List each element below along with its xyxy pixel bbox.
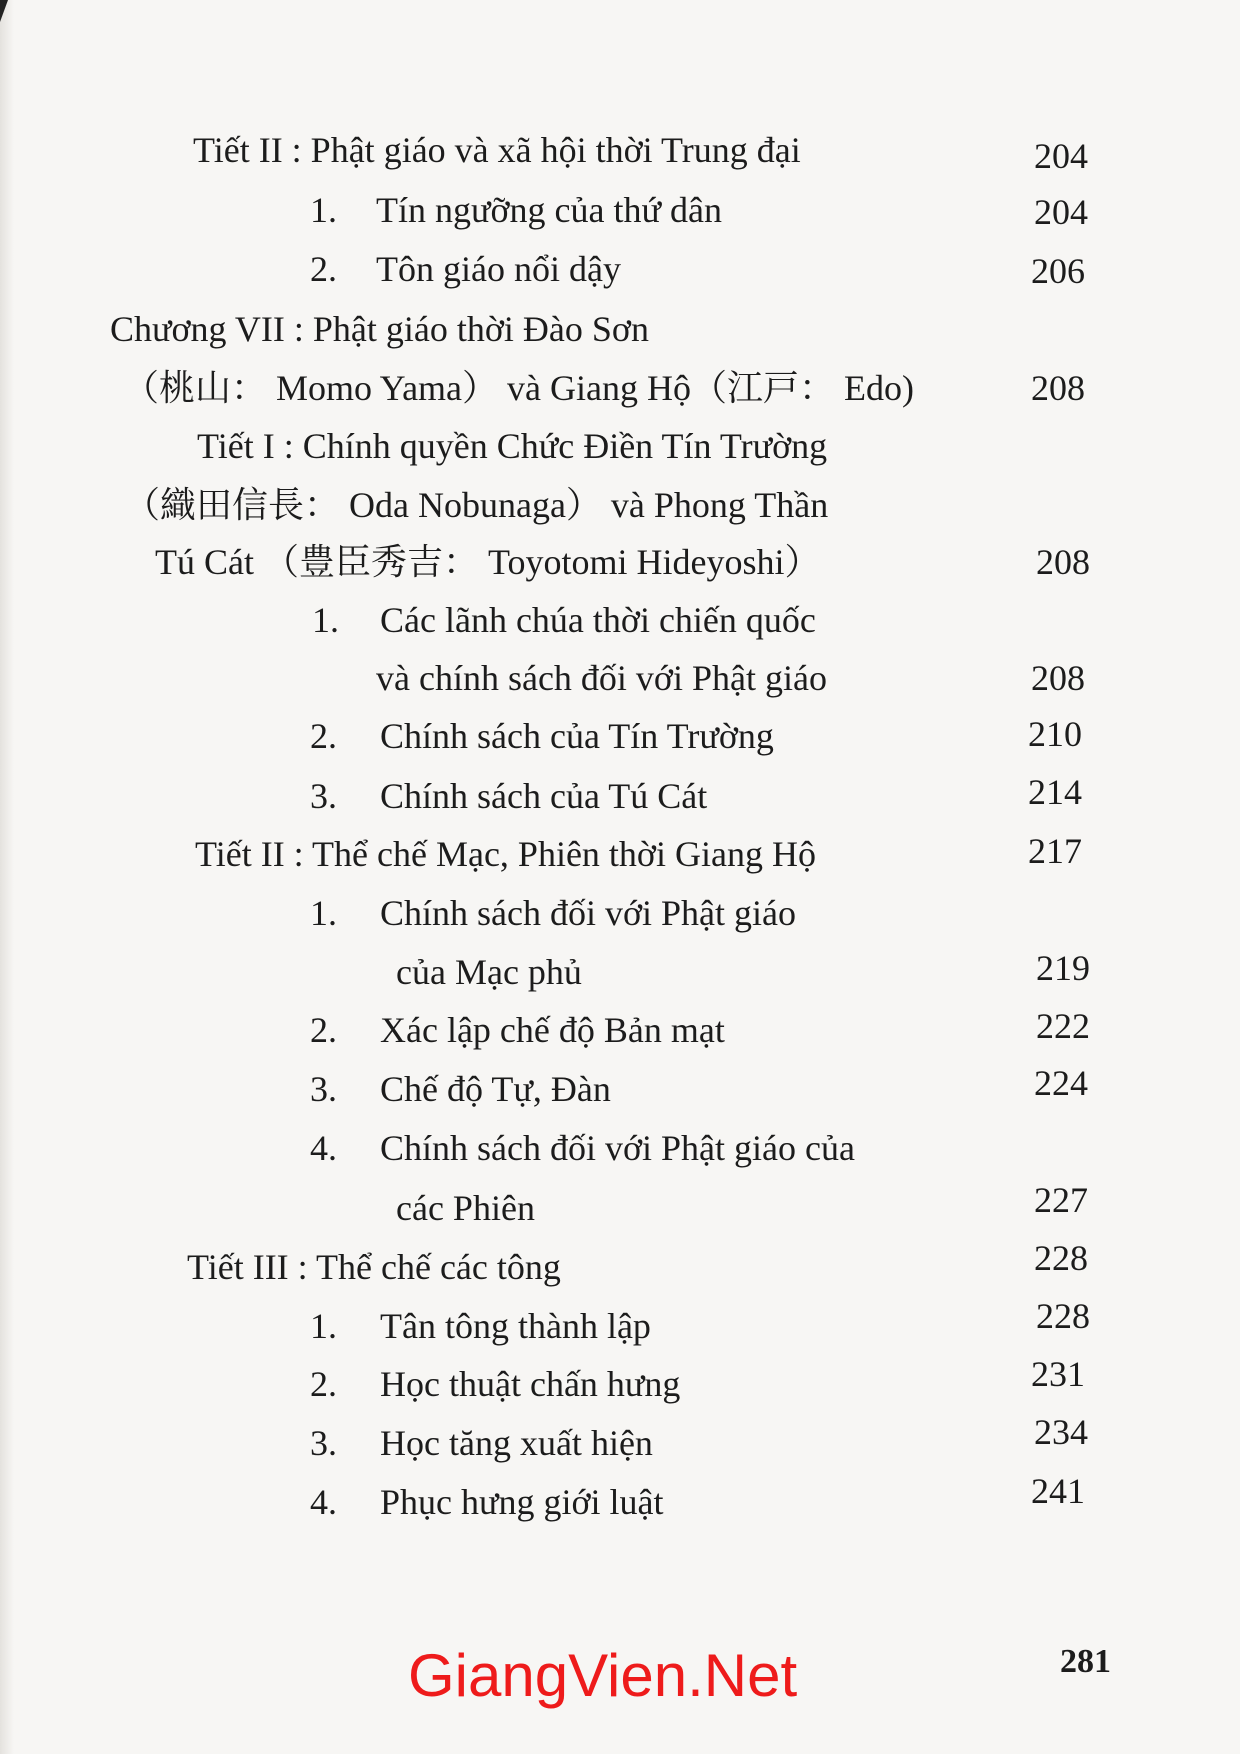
toc-section-title-cont: Tú Cát （豊臣秀吉： Toyotomi Hideyoshi） [155, 542, 821, 582]
toc-item-number: 3. [310, 1423, 337, 1463]
toc-page-number: 222 [1036, 1006, 1090, 1046]
toc-page-number: 231 [1031, 1354, 1085, 1394]
toc-item-title: Tín ngưỡng của thứ dân [376, 190, 722, 230]
toc-page-number: 208 [1036, 542, 1090, 582]
toc-item-title: Chính sách đối với Phật giáo [380, 893, 797, 933]
toc-chapter-title: Chương VII : Phật giáo thời Đào Sơn [110, 309, 649, 349]
toc-item-number: 3. [310, 776, 337, 816]
toc-page-number: 224 [1034, 1063, 1088, 1103]
toc-page-number: 204 [1034, 192, 1088, 232]
toc-item-title-cont: và chính sách đối với Phật giáo [376, 658, 827, 698]
toc-item-title: Phục hưng giới luật [380, 1482, 664, 1522]
toc-page-number: 208 [1031, 658, 1085, 698]
toc-page-number: 234 [1034, 1412, 1088, 1452]
toc-page-number: 241 [1031, 1471, 1085, 1511]
toc-item-number: 4. [310, 1482, 337, 1522]
toc-item-title: Chế độ Tự, Đàn [380, 1069, 611, 1109]
toc-section-title: Tiết III : Thể chế các tông [187, 1247, 561, 1287]
toc-item-number: 2. [310, 249, 337, 289]
toc-page-number: 228 [1036, 1296, 1090, 1336]
toc-page-number: 208 [1031, 368, 1085, 408]
toc-item-number: 1. [312, 600, 339, 640]
toc-item-title: Chính sách đối với Phật giáo của [380, 1128, 855, 1168]
toc-page-number: 219 [1036, 948, 1090, 988]
toc-item-title: Xác lập chế độ Bản mạt [380, 1010, 725, 1050]
toc-item-title: Các lãnh chúa thời chiến quốc [380, 600, 816, 640]
toc-page-number: 210 [1028, 714, 1082, 754]
toc-item-number: 2. [310, 1364, 337, 1404]
toc-item-title-cont: của Mạc phủ [396, 952, 582, 992]
toc-section-title: Tiết II : Thể chế Mạc, Phiên thời Giang Hộ [195, 834, 816, 874]
toc-item-title: Học thuật chấn hưng [380, 1364, 681, 1404]
corner-mark [0, 0, 8, 22]
toc-page-number: 204 [1034, 136, 1088, 176]
toc-item-number: 1. [310, 1306, 337, 1346]
toc-section-title: Tiết II : Phật giáo và xã hội thời Trung đại [193, 130, 801, 170]
toc-item-number: 1. [310, 893, 337, 933]
toc-page-number: 227 [1034, 1180, 1088, 1220]
folio-page-number: 281 [1060, 1643, 1111, 1680]
toc-item-title-cont: các Phiên [396, 1188, 535, 1228]
toc-page-number: 228 [1034, 1238, 1088, 1278]
toc-page-number: 214 [1028, 772, 1082, 812]
toc-item-title: Chính sách của Tín Trường [380, 716, 774, 756]
toc-item-title: Tân tông thành lập [380, 1306, 651, 1346]
toc-page-number: 217 [1028, 831, 1082, 871]
page-edge-shadow [0, 0, 14, 1754]
toc-section-title: Tiết I : Chính quyền Chức Điền Tín Trường [197, 426, 828, 466]
toc-item-title: Học tăng xuất hiện [380, 1423, 653, 1463]
toc-item-number: 2. [310, 1010, 337, 1050]
toc-item-number: 3. [310, 1069, 337, 1109]
toc-item-title: Chính sách của Tú Cát [380, 776, 708, 816]
toc-item-number: 4. [310, 1128, 337, 1168]
toc-item-number: 2. [310, 716, 337, 756]
toc-chapter-title-cont: （桃山： Momo Yama） và Giang Hộ（江戸： Edo) [123, 368, 914, 408]
watermark-text: GiangVien.Net [408, 1642, 798, 1709]
toc-page-number: 206 [1031, 251, 1085, 291]
toc-item-number: 1. [310, 190, 337, 230]
toc-item-title: Tôn giáo nổi dậy [376, 249, 621, 289]
toc-section-title-cont: （織田信長： Oda Nobunaga） và Phong Thần [124, 485, 829, 525]
